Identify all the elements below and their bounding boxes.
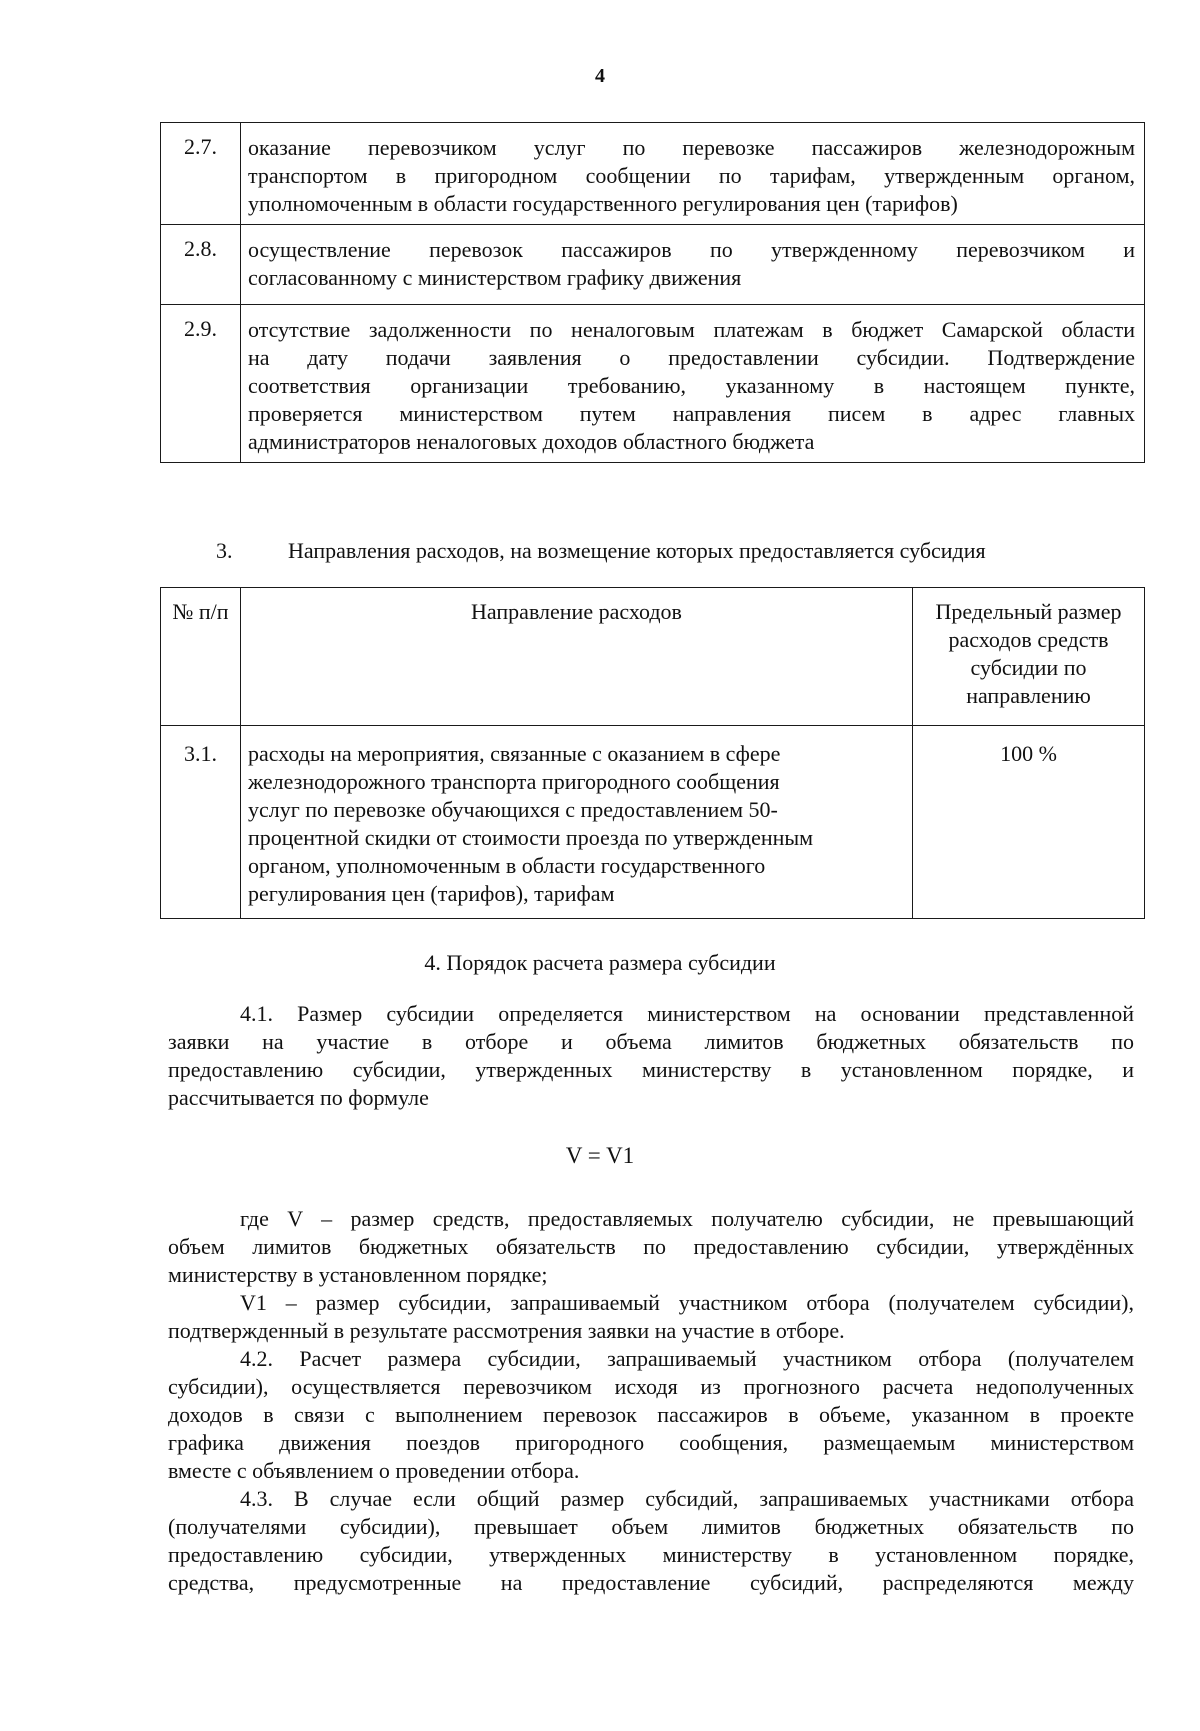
- row-number: 2.9.: [161, 305, 241, 463]
- formula: V = V1: [565, 1143, 635, 1168]
- row-text: осуществление перевозок пассажиров по утвержденному перевозчиком и согласованному с министерством графику движения: [241, 225, 1145, 305]
- table-row: [161, 305, 1145, 463]
- paragraph-v1: V1 – размер субсидии, запрашиваемый участником отбора (получателем субсидии), подтвержденный в результате рассмотрения заявки на участие в отборе.: [168, 1290, 1134, 1343]
- section-title: Направления расходов, на возмещение которых предоставляется субсидия: [288, 538, 986, 563]
- expenses-table: [160, 587, 1145, 919]
- section-4-heading: 4. Порядок расчета размера субсидии: [424, 950, 776, 975]
- row-number: 3.1.: [161, 726, 241, 919]
- paragraph-4-1: 4.1. Размер субсидии определяется министерством на основании представленной заявки на участие в отборе и объема лимитов бюджетных обязательств по предоставлению субсидии, утвержденных министерству в установленном порядке, и рассчитывается по формуле: [168, 1001, 1134, 1110]
- requirements-table: [160, 122, 1145, 463]
- table-row: [161, 726, 1145, 919]
- row-value: 100 %: [913, 726, 1145, 919]
- table-header-row: [161, 588, 1145, 726]
- table-row: [161, 123, 1145, 225]
- paragraph-where: где V – размер средств, предоставляемых получателю субсидии, не превышающий объем лимитов бюджетных обязательств по предоставлению субсидии, утверждённых министерству в установленном порядке;: [168, 1206, 1134, 1287]
- row-text: отсутствие задолженности по неналоговым платежам в бюджет Самарской области на дату подачи заявления о предоставлении субсидии. Подтверждение соответствия организации требованию, указанному в настоящем пункте, проверяется министерством путем направления писем в адрес главных администраторов неналоговых доходов областного бюджета: [241, 305, 1145, 463]
- paragraph-4-2: 4.2. Расчет размера субсидии, запрашиваемый участником отбора (получателем субсидии), осуществляется перевозчиком исходя из прогнозного расчета недополученных доходов в связи с выполнением перевозок пассажиров в объеме, указанном в проекте графика движения поездов пригородного сообщения, размещаемым министерством вместе с объявлением о проведении отбора.: [168, 1346, 1134, 1483]
- row-text: расходы на мероприятия, связанные с оказанием в сфере железнодорожного транспорта пригородного сообщения услуг по перевозке обучающихся с предоставлением 50- процентной скидки от стоимости проезда по утвержденным органом, уполномоченным в области государственного регулирования цен (тарифов), тарифам: [241, 726, 913, 919]
- page-number: 4: [595, 65, 605, 87]
- paragraph-4-3: 4.3. В случае если общий размер субсидий, запрашиваемых участниками отбора (получателями субсидии), превышает объем лимитов бюджетных обязательств по предоставлению субсидии, утвержденных министерству в установленном порядке, средства, предусмотренные на предоставление субсидий, распределяются между: [168, 1486, 1134, 1595]
- header-number: № п/п: [161, 588, 241, 726]
- row-number: 2.8.: [161, 225, 241, 305]
- section-number: 3.: [216, 538, 233, 563]
- row-number: 2.7.: [161, 123, 241, 225]
- header-limit: Предельный размер расходов средств субсидии по направлению: [913, 588, 1145, 726]
- header-direction: Направление расходов: [241, 588, 913, 726]
- row-text: оказание перевозчиком услуг по перевозке пассажиров железнодорожным транспортом в пригородном сообщении по тарифам, утвержденным органом, уполномоченным в области государственного регулирования цен (тарифов): [241, 123, 1145, 225]
- table-row: [161, 225, 1145, 305]
